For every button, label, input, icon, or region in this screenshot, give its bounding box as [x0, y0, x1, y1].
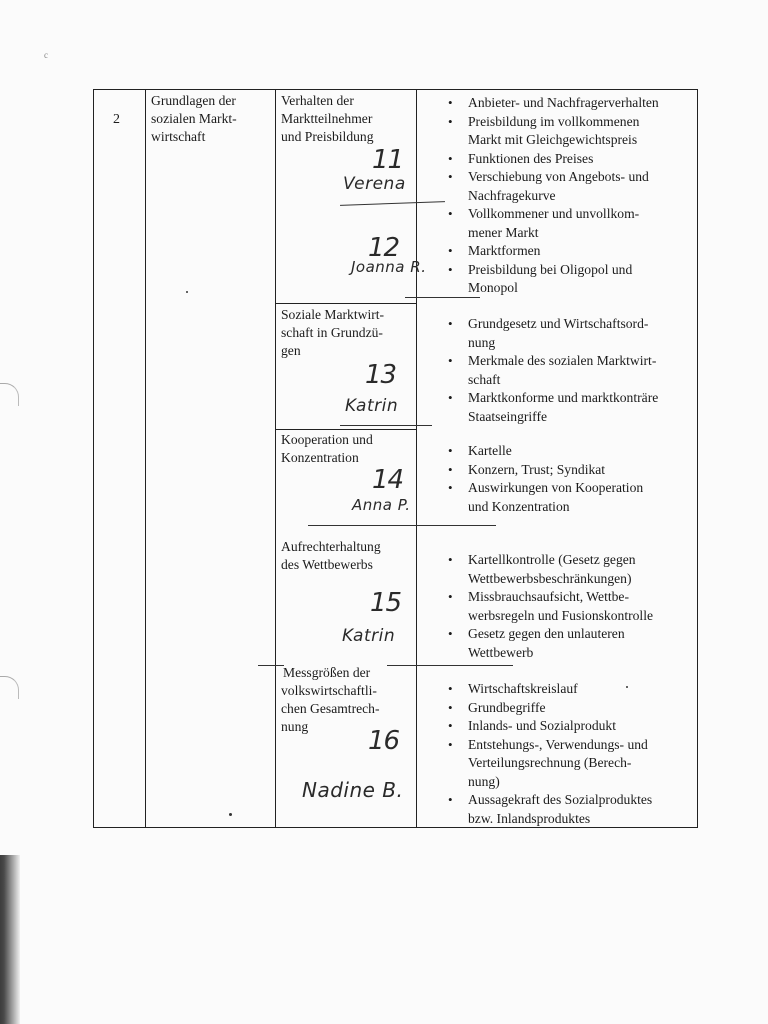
content-item: • Vollkommener und unvollkom- mener Markt — [443, 205, 639, 242]
handwritten-divider-stroke — [405, 297, 480, 298]
topic-divider — [275, 303, 416, 304]
handwritten-number: 11 — [372, 145, 404, 175]
topic-line: Kooperation und — [281, 432, 373, 447]
content-item: • Grundbegriffe — [443, 699, 652, 718]
topic-line: Konzentration — [281, 450, 359, 465]
area-line: Grundlagen der — [151, 93, 236, 108]
content-list — [443, 680, 652, 828]
handwritten-number: 12 — [368, 233, 400, 263]
content-item: • Preisbildung bei Oligopol und Monopol — [443, 261, 639, 298]
content-item: • Merkmale des sozialen Marktwirt- schaft — [443, 352, 658, 389]
handwritten-name: Joanna R. — [351, 258, 427, 276]
content-item: • Konzern, Trust; Syndikat — [443, 461, 643, 480]
handwritten-name: Katrin — [345, 396, 399, 416]
scan-speck: c — [44, 50, 48, 60]
topic-line: schaft in Grundzü- — [281, 325, 383, 340]
handwritten-divider-stroke — [258, 665, 284, 666]
content-item: • Gesetz gegen den unlauteren Wettbewerb — [443, 625, 653, 662]
topic-line: Soziale Marktwirt- — [281, 307, 385, 322]
content-item: • Kartellkontrolle (Gesetz gegen Wettbewerbsbeschränkungen) — [443, 551, 653, 588]
topic-line: und Preisbildung — [281, 129, 374, 144]
handwritten-number: 14 — [372, 465, 404, 495]
content-item: • Entstehungs-, Verwendungs- und Verteilungsrechnung (Berech- nung) — [443, 736, 652, 792]
handwritten-divider-stroke — [340, 425, 432, 426]
handwritten-divider-stroke — [387, 665, 513, 666]
handwritten-name: Nadine B. — [302, 778, 404, 802]
row-number: 2 — [113, 112, 120, 127]
content-item: • Funktionen des Preises — [443, 150, 659, 169]
content-item: • Kartelle — [443, 442, 643, 461]
topic-divider — [275, 429, 416, 430]
topic-line: des Wettbewerbs — [281, 557, 373, 572]
scan-edge-shadow — [0, 855, 20, 1024]
topic-line: gen — [281, 343, 301, 358]
column-divider — [416, 90, 417, 827]
topic-line: nung — [281, 719, 309, 734]
handwritten-name: Verena — [343, 174, 406, 194]
area-line: sozialen Markt- — [151, 111, 237, 126]
content-item: • Aussagekraft des Sozialproduktes bzw. Inlandsproduktes — [443, 791, 652, 828]
content-item: • Marktkonforme und marktkonträre Staatseingriffe — [443, 389, 658, 426]
content-list — [443, 94, 659, 205]
topic-line: volkswirtschaftli- — [281, 683, 377, 698]
handwritten-number: 13 — [365, 360, 397, 390]
handwritten-name: Anna P. — [352, 496, 411, 514]
topic-line: chen Gesamtrech- — [281, 701, 380, 716]
topic-line: Aufrechterhaltung — [281, 539, 381, 554]
handwritten-number: 15 — [370, 588, 402, 618]
content-item: • Anbieter- und Nachfragerverhalten — [443, 94, 659, 113]
content-list — [443, 551, 653, 662]
content-item: • Wirtschaftskreislauf — [443, 680, 652, 699]
content-list — [443, 442, 643, 516]
curriculum-table — [93, 89, 698, 828]
content-item: • Verschiebung von Angebots- und Nachfragekurve — [443, 168, 659, 205]
handwritten-name: Katrin — [342, 626, 396, 646]
content-item: • Auswirkungen von Kooperation und Konzentration — [443, 479, 643, 516]
content-item: • Grundgesetz und Wirtschaftsord- nung — [443, 315, 658, 352]
punch-hole-mark — [0, 383, 19, 406]
content-item: • Preisbildung im vollkommenen Markt mit Gleichgewichtspreis — [443, 113, 659, 150]
topic-line: Verhalten der — [281, 93, 354, 108]
area-line: wirtschaft — [151, 129, 206, 144]
punch-hole-mark — [0, 676, 19, 699]
column-divider — [275, 90, 276, 827]
handwritten-number: 16 — [368, 726, 400, 756]
content-item: • Inlands- und Sozialprodukt — [443, 717, 652, 736]
topic-line: Messgrößen der — [283, 665, 371, 680]
content-item: • Missbrauchsaufsicht, Wettbe- werbsregeln und Fusionskontrolle — [443, 588, 653, 625]
content-list — [443, 315, 658, 426]
content-list — [443, 205, 639, 298]
content-item: • Marktformen — [443, 242, 639, 261]
column-divider — [145, 90, 146, 827]
topic-line: Marktteilnehmer — [281, 111, 373, 126]
handwritten-divider-stroke — [308, 525, 496, 526]
